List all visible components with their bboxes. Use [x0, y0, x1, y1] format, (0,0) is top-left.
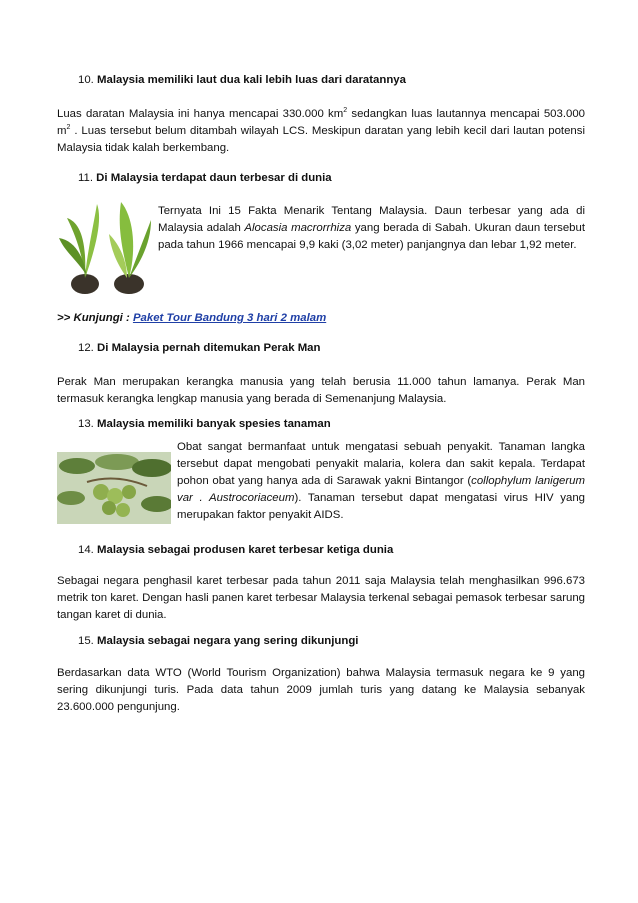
heading-title: Malaysia memiliki banyak spesies tanaman [97, 418, 331, 430]
paragraph-15: Berdasarkan data WTO (World Tourism Organization) bahwa Malaysia termasuk negara ke 9 yang sering dikunjungi turis. Pada data tahun 2009 jumlah turis yang datang ke Malaysia sebanyak 23.600.000 pengunjung. [57, 667, 585, 713]
text-span: Obat sangat bermanfaat untuk mengatasi sebuah penyakit. Tanaman langka tersebut dapat mengobati penyakit malaria, kolera dan sakit kepala. Terdapat pohon obat yang hanya ada di Sarawak yakni Bintangor ( [177, 441, 585, 487]
bintangor-tree-image [57, 452, 171, 524]
heading-title: Malaysia sebagai produsen karet terbesar ketiga dunia [97, 544, 394, 556]
heading-12 [78, 342, 320, 354]
species-name: collophylum lanigerum var . Austrocoriaceum [177, 475, 585, 504]
paragraph-13 [177, 439, 585, 524]
text-span: Luas daratan Malaysia ini hanya mencapai 330.000 km [57, 108, 344, 120]
paragraph-12: Perak Man merupakan kerangka manusia yang telah berusia 11.000 tahun lamanya. Perak Man termasuk kerangka lengkap manusia yang berada di Semenanjung Malaysia. [57, 376, 585, 405]
heading-title: Malaysia memiliki laut dua kali lebih luas dari daratannya [97, 74, 406, 86]
superscript: 2 [66, 124, 71, 132]
heading-15 [78, 635, 358, 647]
heading-number: 12. [78, 342, 94, 354]
text-span: . Luas tersebut belum ditambah wilayah LCS. Meskipun daratan yang lebih kecil dari lautan potensi Malaysia tidak kalah berkembang. [57, 125, 585, 154]
alocasia-plant-image [57, 198, 152, 296]
tour-package-link[interactable]: Paket Tour Bandung 3 hari 2 malam [132, 312, 327, 324]
visit-link-line [57, 312, 326, 324]
heading-11 [78, 172, 332, 184]
heading-number: 10. [78, 74, 94, 86]
heading-number: 14. [78, 544, 94, 556]
paragraph-14: Sebagai negara penghasil karet terbesar pada tahun 2011 saja Malaysia telah menghasilkan 996.673 metrik ton karet. Dengan hasli panen karet terbesar Malaysia terkenal sebagai pemasok terbesar sarung tangan karet di dunia. [57, 575, 585, 621]
species-name: Alocasia macrorrhiza [244, 222, 352, 234]
heading-number: 11. [78, 172, 93, 184]
heading-title: Di Malaysia terdapat daun terbesar di dunia [96, 172, 332, 184]
heading-title: Malaysia sebagai negara yang sering dikunjungi [97, 635, 359, 647]
heading-10 [78, 74, 406, 86]
text-span: Ternyata Ini 15 Fakta Menarik Tentang Malaysia. Daun terbesar yang ada di Malaysia adalah [158, 205, 585, 234]
text-span: sedangkan luas lautannya mencapai 503.000 m [57, 108, 586, 137]
heading-number: 13. [78, 418, 94, 430]
paragraph-10 [57, 106, 585, 157]
paragraph-11 [158, 203, 585, 254]
heading-13 [78, 418, 331, 430]
heading-number: 15. [78, 635, 94, 647]
heading-14 [78, 544, 393, 556]
text-span: yang berada di Sabah. Ukuran daun tersebut pada tahun 1966 mencapai 9,9 kaki (3,02 meter) panjangnya dan lebar 1,92 meter. [158, 222, 585, 251]
heading-title: Di Malaysia pernah ditemukan Perak Man [97, 342, 321, 354]
link-prefix: >> Kunjungi : [57, 312, 133, 324]
text-span: ). Tanaman tersebut dapat mengatasi virus HIV yang merupakan faktor penyakit AIDS. [177, 492, 585, 521]
superscript: 2 [343, 107, 348, 115]
